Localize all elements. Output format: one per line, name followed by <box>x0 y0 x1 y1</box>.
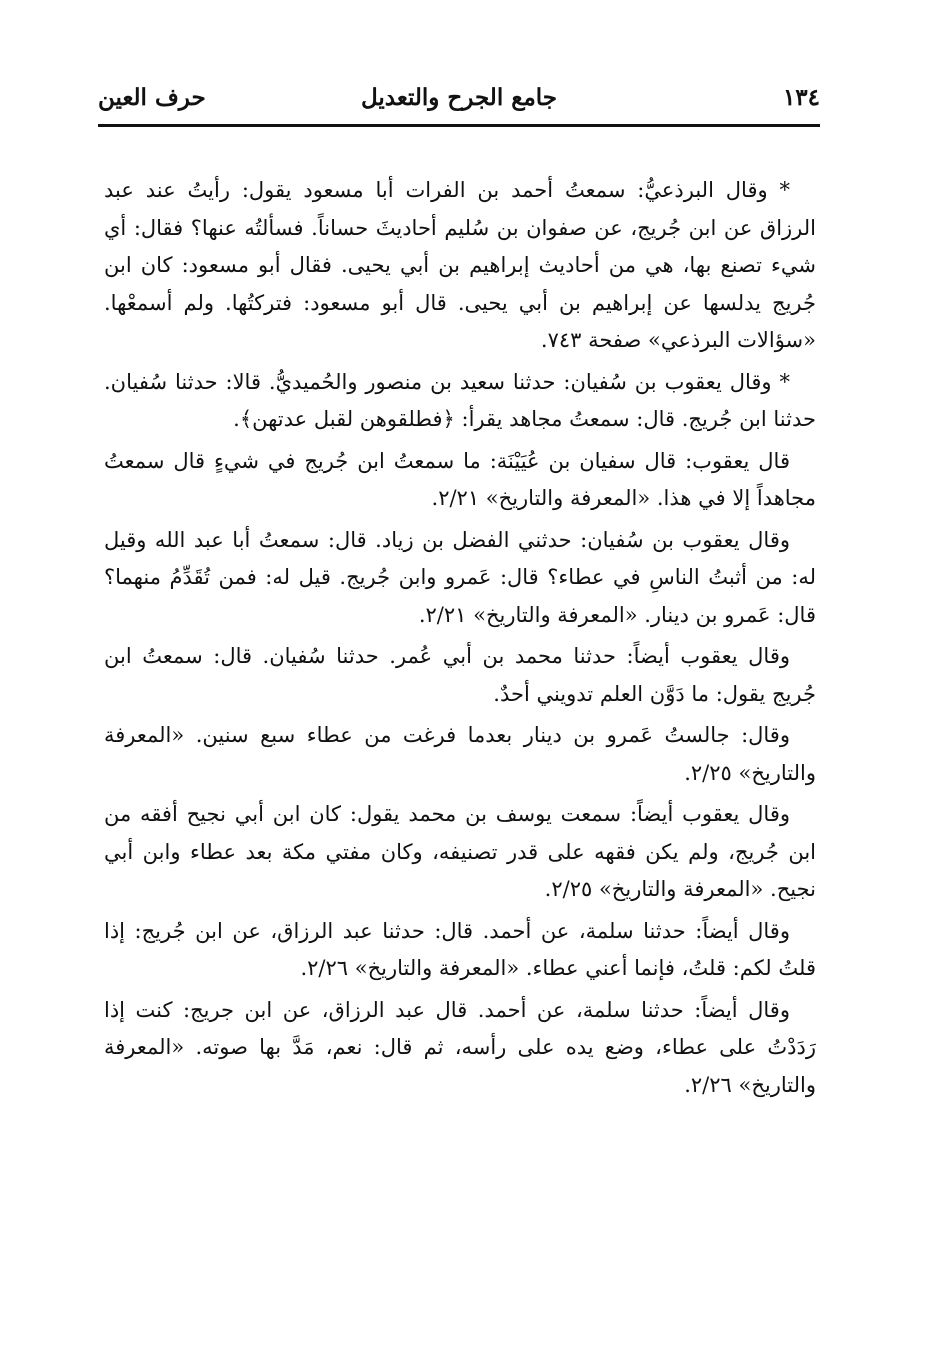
paragraph: وقال يعقوب أيضاً: سمعت يوسف بن محمد يقول: كان ابن أبي نجيح أفقه من ابن جُريج، ولم يكن فقهه على قدر تصنيفه، وكان مفتي مكة بعد عطاء وابن أبي نجيح. «المعرفة والتاريخ» ٢/٢٥. <box>104 802 816 901</box>
paragraph: * وقال البرذعيُّ: سمعتُ أحمد بن الفرات أبا مسعود يقول: رأيتُ عند عبد الرزاق عن ابن جُريج، عن صفوان بن سُليم أحاديثَ حساناً. فسألتُه عنها؟ فقال: أي شيء تصنع بها، هي من أحاديث إبراهيم بن أبي يحيى. فقال أبو مسعود: كان ابن جُريج يدلسها عن إبراهيم بن أبي يحيى. قال أبو مسعود: فتركتُها. ولم أسمعْها. «سؤالات البرذعي» صفحة ٧٤٣. <box>104 178 816 352</box>
paragraph: * وقال يعقوب بن سُفيان: حدثنا سعيد بن منصور والحُميديُّ. قالا: حدثنا سُفيان. حدثنا ابن جُريج. قال: سمعتُ مجاهد يقرأ: ﴿فطلقوهن لقبل عدتهن﴾. <box>104 369 816 431</box>
paragraph: وقال أيضاً: حدثنا سلمة، عن أحمد. قال عبد الرزاق، عن ابن جريج: كنت إذا رَدَدْتُ على عطاء، وضع يده على رأسه، ثم قال: نعم، مَدَّ بها صوته. «المعرفة والتاريخ» ٢/٢٦. <box>104 997 816 1097</box>
paragraph: وقال يعقوب بن سُفيان: حدثني الفضل بن زياد. قال: سمعتُ أبا عبد الله وقيل له: من أثبتُ الناسِ في عطاء؟ قال: عَمرو وابن جُريج. قيل له: فمن تُقَدِّمُ منهما؟ قال: عَمرو بن دينار. «المعرفة والتاريخ» ٢/٢١. <box>104 527 816 627</box>
running-header <box>98 80 820 120</box>
page-number: ١٣٤ <box>782 84 820 111</box>
paragraph: قال يعقوب: قال سفيان بن عُيَيْنَة: ما سمعتُ ابن جُريج في شيءٍ قال سمعتُ مجاهداً إلا في هذا. «المعرفة والتاريخ» ٢/٢١. <box>104 448 816 510</box>
paragraph: وقال يعقوب أيضاً: حدثنا محمد بن أبي عُمر. حدثنا سُفيان. قال: سمعتُ ابن جُريج يقول: ما دَوَّن العلم تدويني أحدٌ. <box>104 644 816 706</box>
page-body <box>104 172 816 1108</box>
header-rule <box>98 124 820 127</box>
paragraph: وقال: جالستُ عَمرو بن دينار بعدما فرغت من عطاء سبع سنين. «المعرفة والتاريخ» ٢/٢٥. <box>104 723 816 785</box>
section-name: حرف العين <box>98 84 206 111</box>
paragraph: وقال أيضاً: حدثنا سلمة، عن أحمد. قال: حدثنا عبد الرزاق، عن ابن جُريج: إذا قلتُ لكم: قلتُ، فإنما أعني عطاء. «المعرفة والتاريخ» ٢/٢٦. <box>104 918 816 980</box>
book-title: جامع الجرح والتعديل <box>360 84 558 111</box>
